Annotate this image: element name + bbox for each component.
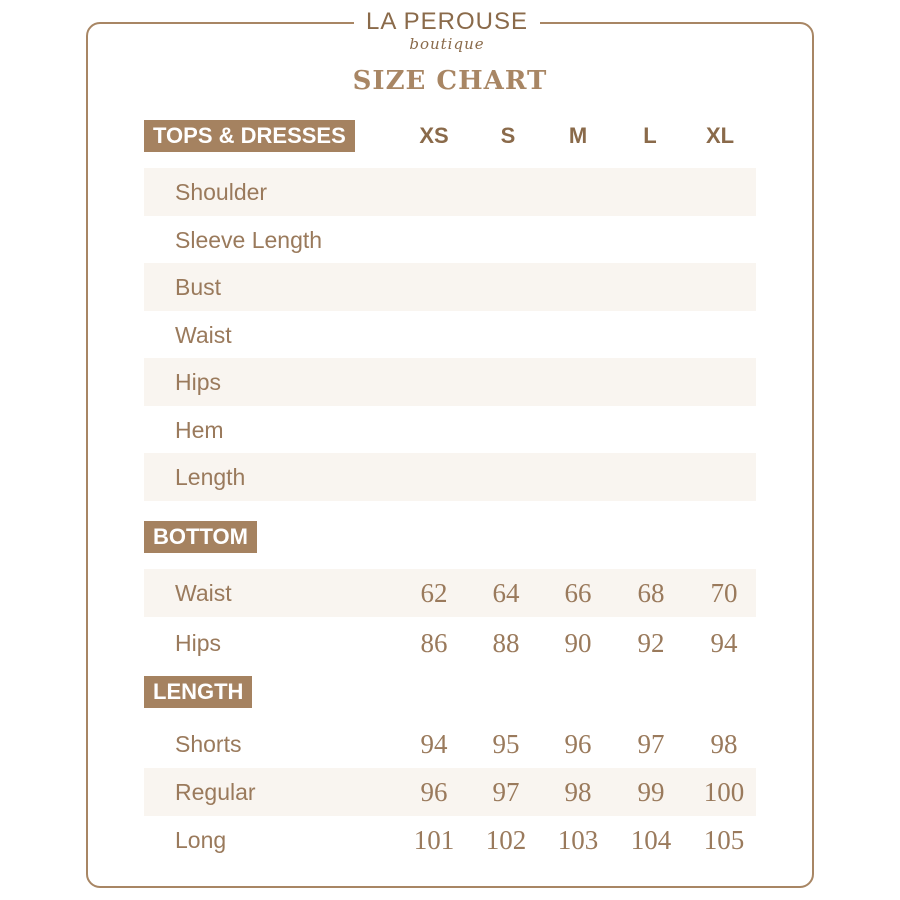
table-row: [144, 619, 756, 667]
table-cell-l: 104: [630, 825, 672, 855]
table-row: [144, 720, 756, 768]
section-badge-bottom: BOTTOM: [144, 521, 257, 553]
table-row: [144, 263, 756, 311]
size-header-xs: XS: [419, 123, 449, 148]
table-cell-m: 103: [557, 825, 599, 855]
table-cell-xl: 94: [710, 628, 738, 658]
row-label: Length: [175, 464, 246, 490]
table-cell-xs: 101: [413, 825, 455, 855]
table-cell-s: 64: [492, 578, 520, 608]
row-label: Hem: [175, 417, 224, 443]
size-header-l: L: [643, 123, 657, 148]
table-cell-l: 68: [637, 578, 665, 608]
table-cell-xl: 105: [703, 825, 745, 855]
row-label: Waist: [175, 580, 232, 606]
table-row: [144, 406, 756, 454]
row-label: Hips: [175, 369, 222, 395]
row-label: Waist: [175, 322, 232, 348]
table-cell-s: 102: [485, 825, 527, 855]
row-label: Sleeve Length: [175, 227, 323, 253]
row-label: Shorts: [175, 731, 242, 757]
brand-tagline: boutique: [409, 35, 485, 53]
brand-name: LA PEROUSE: [365, 8, 529, 35]
table-cell-s: 88: [492, 628, 520, 658]
page-title: SIZE CHART: [352, 66, 548, 96]
table-cell-m: 90: [564, 628, 592, 658]
table-cell-xl: 98: [710, 729, 738, 759]
table-cell-l: 97: [637, 729, 665, 759]
section-badge-length: LENGTH: [144, 676, 252, 708]
row-label: Regular: [175, 779, 256, 805]
size-header-xl: XL: [705, 123, 735, 148]
table-cell-xs: 94: [420, 729, 448, 759]
row-label: Hips: [175, 630, 222, 656]
table-row: [144, 453, 756, 501]
table-cell-xl: 70: [710, 578, 738, 608]
brand-logo: [354, 4, 540, 60]
table-cell-m: 66: [564, 578, 592, 608]
size-header-s: S: [500, 123, 516, 148]
row-label: Shoulder: [175, 179, 268, 205]
table-row: [144, 168, 756, 216]
table-row: [144, 358, 756, 406]
row-label: Bust: [175, 274, 222, 300]
table-cell-xs: 96: [420, 777, 448, 807]
table-cell-xs: 62: [420, 578, 448, 608]
table-cell-m: 96: [564, 729, 592, 759]
table-row: [144, 816, 756, 864]
table-row: [144, 216, 756, 264]
table-row: [144, 768, 756, 816]
table-cell-s: 97: [492, 777, 520, 807]
section-badge-tops: TOPS & DRESSES: [144, 120, 355, 152]
table-row: [144, 311, 756, 359]
table-cell-xs: 86: [420, 628, 448, 658]
size-header-m: M: [568, 123, 588, 148]
table-cell-s: 95: [492, 729, 520, 759]
row-label: Long: [175, 827, 227, 853]
table-cell-xl: 100: [703, 777, 745, 807]
table-cell-l: 99: [637, 777, 665, 807]
table-row: [144, 569, 756, 617]
table-cell-l: 92: [637, 628, 665, 658]
table-cell-m: 98: [564, 777, 592, 807]
